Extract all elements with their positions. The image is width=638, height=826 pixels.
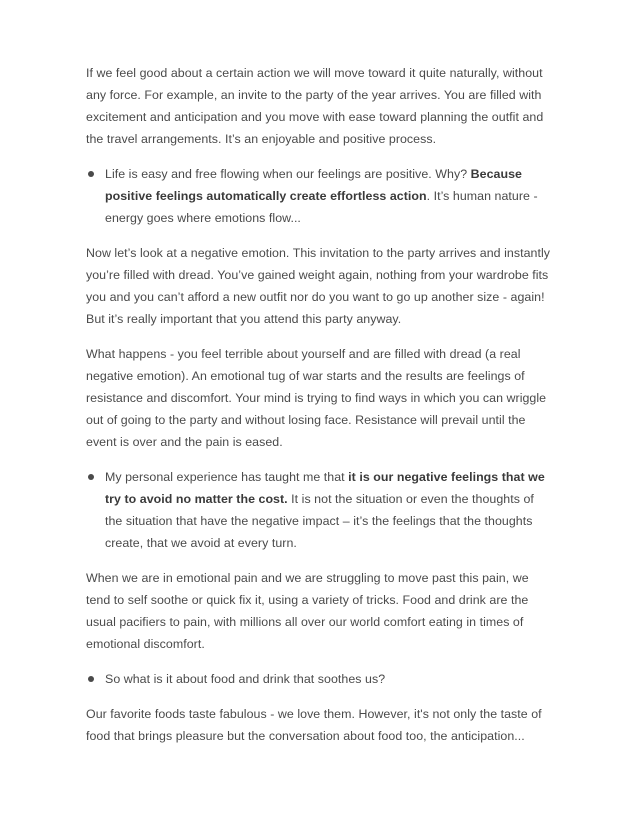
- bullet-bold-text: it is our negative feelings that we try to avoid no matter the cost.: [105, 470, 545, 506]
- paragraph-positive-action: If we feel good about a certain action we will move toward it quite naturally, without any force. For example, an invite to the party of the year arrives. You are filled with excitement and anticipation and you move with ease toward planning the outfit and the travel arrangements. It’s an enjoyable and positive process.: [86, 66, 544, 146]
- bullet-text: . It’s human nature - energy goes where emotions flow...: [105, 189, 538, 225]
- paragraph-what-happens: What happens - you feel terrible about yourself and are filled with dread (a real negative emotion). An emotional tug of war starts and the results are feelings of resistance and discomfort. Your mind is trying to find ways in which you can wriggle out of going to the party and without losing face. Resistance will prevail until the event is over and the pain is eased.: [86, 347, 547, 449]
- bullet-text: It is not the situation or even the thoughts of the situation that have the negative impact – it’s the feelings that the thoughts create, that we avoid at every turn.: [105, 492, 534, 550]
- bullet-personal-experience: [86, 466, 554, 554]
- paragraph-negative-emotion: Now let’s look at a negative emotion. This invitation to the party arrives and instantly you’re filled with dread. You’ve gained weight again, nothing from your wardrobe fits you and you can’t afford a new outfit nor do you want to go up another size - again! But it’s really important that you attend this party anyway.: [86, 246, 551, 326]
- bullet-food-drink-question: [86, 668, 554, 690]
- bullet-text: My personal experience has taught me that: [105, 470, 349, 484]
- bullet-text: So what is it about food and drink that soothes us?: [105, 672, 386, 686]
- bullet-bold-text: Because positive feelings automatically create effortless action: [105, 167, 522, 203]
- bullet-text: Life is easy and free flowing when our feelings are positive. Why?: [105, 167, 471, 181]
- bullet-dot-icon: [88, 171, 94, 177]
- paragraph-emotional-pain: When we are in emotional pain and we are struggling to move past this pain, we tend to self soothe or quick fix it, using a variety of tricks. Food and drink are the usual pacifiers to pain, with millions all over our world comfort eating in times of emotional discomfort.: [86, 571, 529, 651]
- document-page: [86, 62, 554, 760]
- bullet-positive-feelings: [86, 163, 554, 229]
- paragraph-favorite-foods: Our favorite foods taste fabulous - we love them. However, it's not only the taste of food that brings pleasure but the conversation about food too, the anticipation...: [86, 707, 542, 743]
- bullet-dot-icon: [88, 676, 94, 682]
- bullet-dot-icon: [88, 474, 94, 480]
